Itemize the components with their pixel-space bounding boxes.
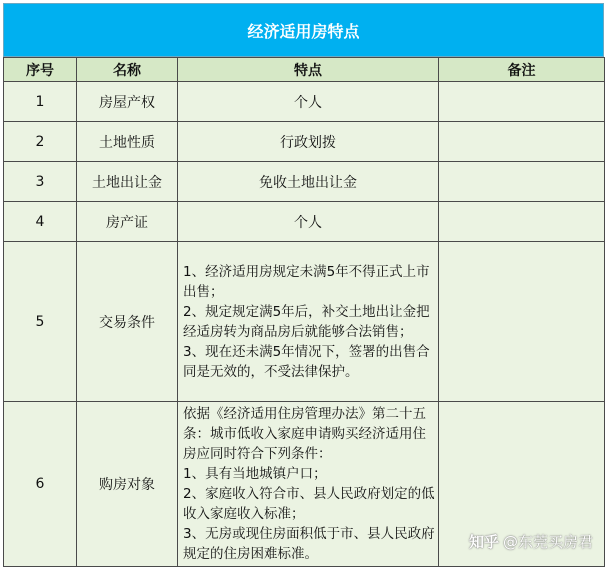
cell-index: 5: [4, 242, 77, 402]
cell-index: 1: [4, 82, 77, 122]
cell-name: 土地出让金: [77, 162, 178, 202]
table-row: [4, 82, 605, 122]
cell-name: 土地性质: [77, 122, 178, 162]
cell-name: 房产证: [77, 202, 178, 242]
cell-feature: 个人: [178, 82, 439, 122]
header-note: 备注: [439, 58, 605, 82]
cell-name: 交易条件: [77, 242, 178, 402]
cell-index: 3: [4, 162, 77, 202]
header-row: [4, 58, 605, 82]
feature-line: 依据《经济适用住房管理办法》第二十五条：城市低收入家庭申请购买经济适用住房应同时符合下列条件：: [183, 406, 426, 462]
features-table: [3, 57, 605, 567]
table-row: [4, 242, 605, 402]
watermark: [469, 531, 593, 552]
cell-note: [439, 162, 605, 202]
cell-index: 2: [4, 122, 77, 162]
feature-line: 3、现在还未满5年情况下，签署的出售合同是无效的，不受法律保护。: [183, 343, 430, 380]
cell-note: [439, 202, 605, 242]
header-name: 名称: [77, 58, 178, 82]
feature-line: 1、具有当地城镇户口；: [183, 466, 327, 482]
cell-note: [439, 242, 605, 402]
cell-feature: [178, 402, 439, 567]
feature-line: 1、经济适用房规定未满5年不得正式上市出售；: [183, 263, 430, 300]
feature-line: 2、规定规定满5年后，补交土地出让金把经适房转为商品房后就能够合法销售；: [183, 303, 430, 340]
cell-name: 房屋产权: [77, 82, 178, 122]
cell-feature: 个人: [178, 202, 439, 242]
cell-feature: 行政划拨: [178, 122, 439, 162]
watermark-author: @东莞买房君: [502, 533, 593, 551]
cell-note: [439, 122, 605, 162]
table-row: [4, 162, 605, 202]
feature-line: 3、无房或现住房面积低于市、县人民政府规定的住房困难标准。: [183, 526, 435, 562]
table-row: [4, 202, 605, 242]
spreadsheet: [3, 3, 604, 567]
cell-note: [439, 82, 605, 122]
watermark-brand: 知乎: [468, 533, 499, 551]
cell-index: 4: [4, 202, 77, 242]
cell-feature: [178, 242, 439, 402]
feature-line: 2、家庭收入符合市、县人民政府划定的低收入家庭收入标准；: [183, 486, 435, 522]
table-row: [4, 122, 605, 162]
header-index: 序号: [4, 58, 77, 82]
cell-name: 购房对象: [77, 402, 178, 567]
header-feature: 特点: [178, 58, 439, 82]
cell-feature: 免收土地出让金: [178, 162, 439, 202]
cell-index: 6: [4, 402, 77, 567]
table-title: 经济适用房特点: [3, 3, 604, 57]
